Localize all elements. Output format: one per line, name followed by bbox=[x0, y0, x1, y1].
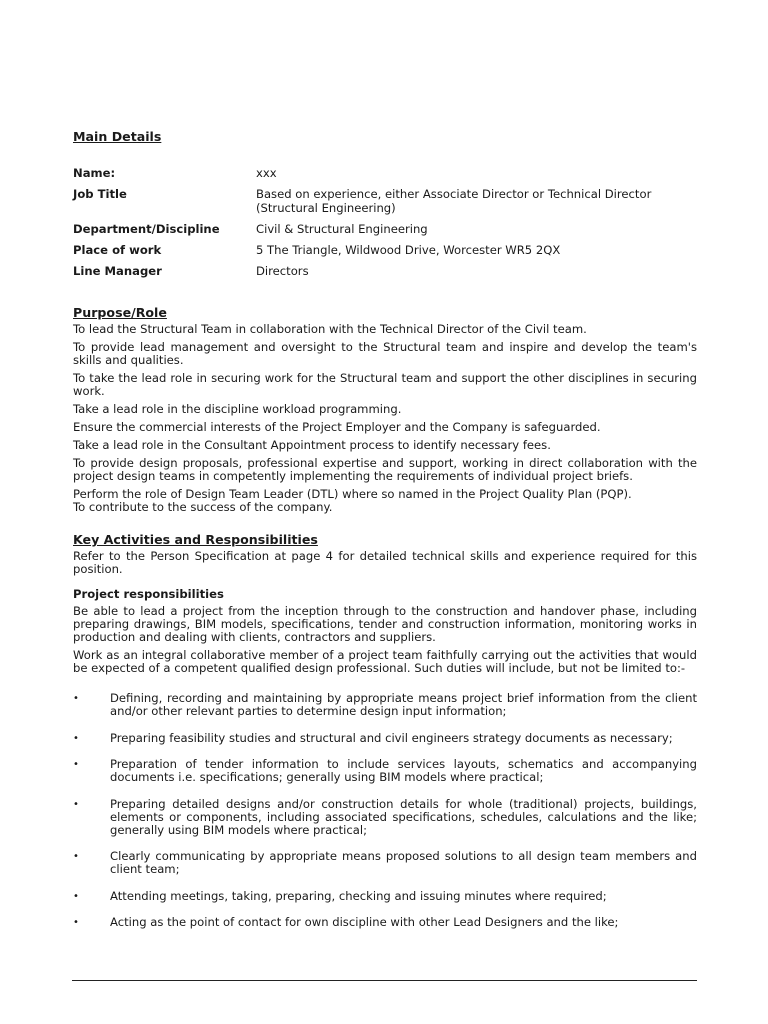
purpose-paragraph: Take a lead role in the Consultant Appointment process to identify necessary fees. bbox=[73, 438, 551, 452]
bullet-icon: • bbox=[73, 693, 79, 704]
main-details-table bbox=[73, 167, 697, 286]
document-page bbox=[73, 0, 697, 1024]
list-item bbox=[73, 890, 697, 903]
bullet-icon: • bbox=[73, 759, 79, 770]
detail-value: Directors bbox=[256, 263, 309, 278]
key-activities-intro: Refer to the Person Specification at page 4 for detailed technical skills and experience required for this position. bbox=[73, 549, 697, 576]
detail-label: Name: bbox=[73, 166, 116, 180]
list-item bbox=[73, 798, 697, 837]
project-paragraph: Be able to lead a project from the inception through to the construction and handover phase, including preparing drawings, BIM models, specifications, tender and construction information, monitoring works in production and dealing with clients, contractors and suppliers. bbox=[73, 604, 697, 644]
list-item bbox=[73, 732, 697, 745]
purpose-section bbox=[73, 305, 697, 519]
detail-row-place-of-work bbox=[73, 244, 697, 258]
detail-row-name bbox=[73, 167, 697, 181]
list-item bbox=[73, 758, 697, 784]
project-paragraph: Work as an integral collaborative member of a project team faithfully carrying out the activities that would be expected of a competent qualified design professional. Such duties will include, but not be limited to:- bbox=[73, 648, 697, 675]
list-item-text: Preparing feasibility studies and structural and civil engineers strategy documents as necessary; bbox=[110, 730, 673, 745]
purpose-paragraph: To provide design proposals, professional expertise and support, working in direct collaboration with the project design teams in competently implementing the requirements of individual project briefs. bbox=[73, 456, 697, 483]
detail-row-line-manager bbox=[73, 265, 697, 279]
purpose-paragraph: To lead the Structural Team in collaboration with the Technical Director of the Civil team. bbox=[73, 322, 587, 336]
detail-value: xxx bbox=[256, 166, 277, 180]
main-details-heading: Main Details bbox=[73, 129, 162, 144]
bullet-icon: • bbox=[73, 851, 79, 862]
list-item-text: Clearly communicating by appropriate means proposed solutions to all design team members and client team; bbox=[110, 849, 697, 876]
bullet-icon: • bbox=[73, 890, 79, 902]
list-item bbox=[73, 916, 697, 929]
detail-value: Civil & Structural Engineering bbox=[256, 221, 428, 236]
list-item bbox=[73, 692, 697, 718]
detail-label: Line Manager bbox=[73, 263, 162, 278]
list-item-text: Acting as the point of contact for own discipline with other Lead Designers and the like; bbox=[110, 915, 619, 929]
detail-label: Place of work bbox=[73, 242, 162, 257]
duties-list bbox=[73, 692, 697, 929]
bullet-icon: • bbox=[73, 917, 79, 928]
detail-row-department bbox=[73, 223, 697, 237]
purpose-paragraph: Perform the role of Design Team Leader (DTL) where so named in the Project Quality Plan (PQP). bbox=[73, 487, 632, 501]
list-item bbox=[73, 850, 697, 876]
purpose-paragraph: Take a lead role in the discipline workload programming. bbox=[73, 402, 402, 416]
list-item-text: Attending meetings, taking, preparing, checking and issuing minutes where required; bbox=[110, 888, 607, 903]
purpose-paragraph: To provide lead management and oversight to the Structural team and inspire and develop the team's skills and qualities. bbox=[73, 340, 697, 367]
detail-label: Department/Discipline bbox=[73, 221, 220, 236]
footer-divider bbox=[72, 980, 697, 981]
purpose-paragraph: To contribute to the success of the company. bbox=[73, 500, 333, 514]
detail-row-job-title bbox=[73, 188, 697, 215]
bullet-icon: • bbox=[73, 798, 79, 810]
list-item-text: Preparation of tender information to include services layouts, schematics and accompanying documents i.e. specifications; generally using BIM models where practical; bbox=[110, 757, 697, 784]
purpose-heading: Purpose/Role bbox=[73, 305, 167, 320]
purpose-paragraph: Ensure the commercial interests of the Project Employer and the Company is safeguarded. bbox=[73, 420, 601, 434]
detail-value: 5 The Triangle, Wildwood Drive, Worcester WR5 2QX bbox=[256, 242, 561, 257]
project-responsibilities-heading: Project responsibilities bbox=[73, 587, 224, 601]
detail-value: Based on experience, either Associate Director or Technical Director (Structural Engineering) bbox=[256, 187, 652, 215]
bullet-icon: • bbox=[73, 732, 79, 744]
key-activities-section bbox=[73, 532, 697, 943]
key-activities-heading: Key Activities and Responsibilities bbox=[73, 532, 318, 547]
list-item-text: Defining, recording and maintaining by appropriate means project brief information from the client and/or other relevant parties to determine design input information; bbox=[110, 691, 697, 718]
list-item-text: Preparing detailed designs and/or construction details for whole (traditional) projects, buildings, elements or components, including associated specifications, schedules, calculations and the like; generally using BIM models where practical; bbox=[110, 796, 697, 837]
detail-label: Job Title bbox=[73, 187, 127, 201]
purpose-paragraph: To take the lead role in securing work for the Structural team and support the other disciplines in securing work. bbox=[73, 371, 697, 398]
